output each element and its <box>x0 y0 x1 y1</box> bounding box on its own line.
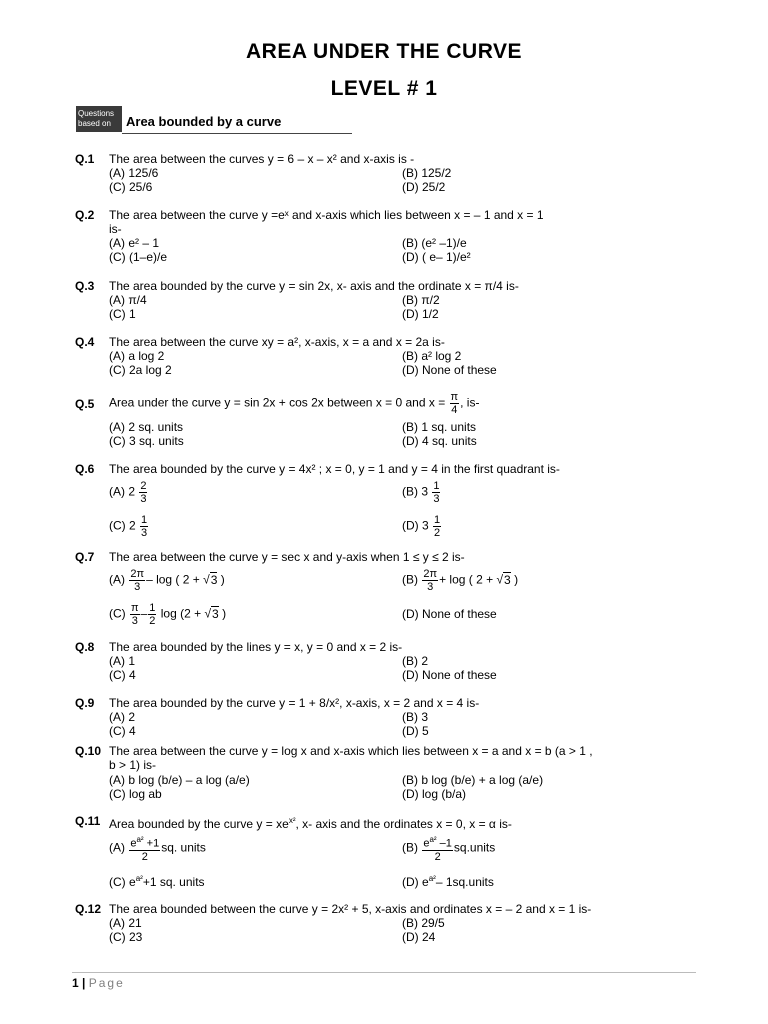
questions-badge: Questions based on <box>76 106 122 132</box>
option-b: (B) 29/5 <box>402 916 445 930</box>
option-c: (C) 4 <box>109 668 136 682</box>
option-c: (C) 2 $\frac{1}{3}$ <box>109 514 148 539</box>
option-a: (A) 2 sq. units <box>109 420 184 434</box>
option-c: (C) 23 <box>109 930 143 944</box>
option-a: (A) e² – 1 <box>109 236 160 250</box>
question-number: Q.12 <box>75 902 102 916</box>
option-d: (D) None of these <box>402 607 497 621</box>
option-a: (A) a log 2 <box>109 349 165 363</box>
option-c: (C) 1 <box>109 307 136 321</box>
footer-divider <box>72 972 696 973</box>
option-a: (A) π/4 <box>109 293 147 307</box>
option-d: (D) $e^{a^2}-$ 1sq.units <box>402 874 494 889</box>
section-heading: Area bounded by a curve <box>126 114 282 129</box>
question-number: Q.8 <box>75 640 95 654</box>
option-c: (C) 3 sq. units <box>109 434 184 448</box>
option-d: (D) log (b/a) <box>402 787 467 801</box>
option-a: (A) $\frac{e^{a^2} +1}{2}$ sq. units <box>109 835 206 863</box>
option-d: (D) 25/2 <box>402 180 446 194</box>
option-b: (B) (e² –1)/e <box>402 236 467 250</box>
option-b: (B) π/2 <box>402 293 440 307</box>
option-a: (A) b log (b/e) – a log (a/e) <box>109 773 250 787</box>
option-a: (A) 1 <box>109 654 136 668</box>
option-d: (D) 3 $\frac{1}{2}$ <box>402 514 441 539</box>
option-b: (B) 2 <box>402 654 429 668</box>
option-d: (D) 5 <box>402 724 429 738</box>
question-text: The area bounded by the curve y = sin 2x, x- axis and the ordinate x = π/4 is- <box>109 279 519 293</box>
option-a: (A) 2 $\frac{2}{3}$ <box>109 480 147 505</box>
page-label: Page <box>88 976 125 990</box>
option-b: (B) a² log 2 <box>402 349 462 363</box>
question-number: Q.1 <box>75 152 95 166</box>
question-text: Area bounded by the curve $y = xe^{x^2}$, x- axis and the ordinates x = 0, x = α is- <box>109 816 512 831</box>
question-text: The area bounded by the curve y = 1 + 8/x², x-axis, x = 2 and x = 4 is- <box>109 696 480 710</box>
question-text: The area bounded by the lines y = x, y = 0 and x = 2 is- <box>109 640 403 654</box>
option-b: (B) $\frac{e^{a^2} -1}{2}$ sq.units <box>402 835 496 863</box>
option-d: (D) 1/2 <box>402 307 439 321</box>
option-c: (C) 25/6 <box>109 180 153 194</box>
option-c: (C) (1–e)/e <box>109 250 168 264</box>
question-text: Area under the curve y = sin 2x + cos 2x between x = 0 and x = $\frac{\pi}{4}$ , is- <box>109 391 480 416</box>
footer-separator: | <box>82 976 86 990</box>
option-a: (A) 125/6 <box>109 166 159 180</box>
option-b: (B) 125/2 <box>402 166 452 180</box>
question-number: Q.6 <box>75 462 95 476</box>
question-number: Q.11 <box>75 814 101 828</box>
question-number: Q.9 <box>75 696 95 710</box>
option-d: (D) None of these <box>402 363 497 377</box>
question-number: Q.4 <box>75 335 95 349</box>
page-number: 1 <box>72 976 79 990</box>
option-c: (C) 2a log 2 <box>109 363 172 377</box>
option-a: (A) $\frac{2\pi}{3}$ – log ( 2 + √3 ) <box>109 568 225 593</box>
question-number: Q.7 <box>75 550 95 564</box>
option-a: (A) 21 <box>109 916 142 930</box>
section-underline <box>122 133 352 134</box>
page-footer <box>72 976 125 990</box>
option-b: (B) $\frac{2\pi}{3}$ + log ( 2 + √3 ) <box>402 568 519 593</box>
question-text: The area between the curves y = 6 – x – x² and x-axis is - <box>109 152 415 166</box>
option-d: (D) ( e– 1)/e² <box>402 250 471 264</box>
question-text: The area between the curve xy = a², x-axis, x = a and x = 2a is- <box>109 335 445 349</box>
option-c: (C) $\frac{\pi}{3}$ – $\frac{1}{2}$ log (2 + √3 ) <box>109 602 227 627</box>
option-c: (C) 4 <box>109 724 136 738</box>
option-b: (B) 3 <box>402 710 429 724</box>
fraction: $\frac{\pi}{4}$ <box>450 391 459 416</box>
question-text: The area between the curve y =eˣ and x-axis which lies between x = – 1 and x = 1 is- <box>109 208 544 236</box>
option-b: (B) b log (b/e) + a log (a/e) <box>402 773 544 787</box>
option-d: (D) 4 sq. units <box>402 434 477 448</box>
question-number: Q.10 <box>75 744 102 758</box>
question-text: The area between the curve y = log x and x-axis which lies between x = a and x = b (a > 1 , b > 1) is- <box>109 744 593 772</box>
option-c: (C) log ab <box>109 787 162 801</box>
option-d: (D) None of these <box>402 668 497 682</box>
option-b: (B) 3 $\frac{1}{3}$ <box>402 480 440 505</box>
page-title: AREA UNDER THE CURVE <box>245 40 523 63</box>
question-text: The area between the curve y = sec x and y-axis when 1 ≤ y ≤ 2 is- <box>109 550 465 564</box>
question-text: The area bounded between the curve y = 2x² + 5, x-axis and ordinates x = – 2 and x = 1 is- <box>109 902 592 916</box>
level-title: LEVEL # 1 <box>330 77 438 100</box>
option-b: (B) 1 sq. units <box>402 420 477 434</box>
option-d: (D) 24 <box>402 930 436 944</box>
option-c: (C) $e^{a^2}+1$ sq. units <box>109 874 205 889</box>
question-number: Q.5 <box>75 397 95 411</box>
option-a: (A) 2 <box>109 710 136 724</box>
question-number: Q.2 <box>75 208 95 222</box>
question-number: Q.3 <box>75 279 95 293</box>
question-text: The area bounded by the curve y = 4x² ; x = 0, y = 1 and y = 4 in the first quadrant is- <box>109 462 560 476</box>
